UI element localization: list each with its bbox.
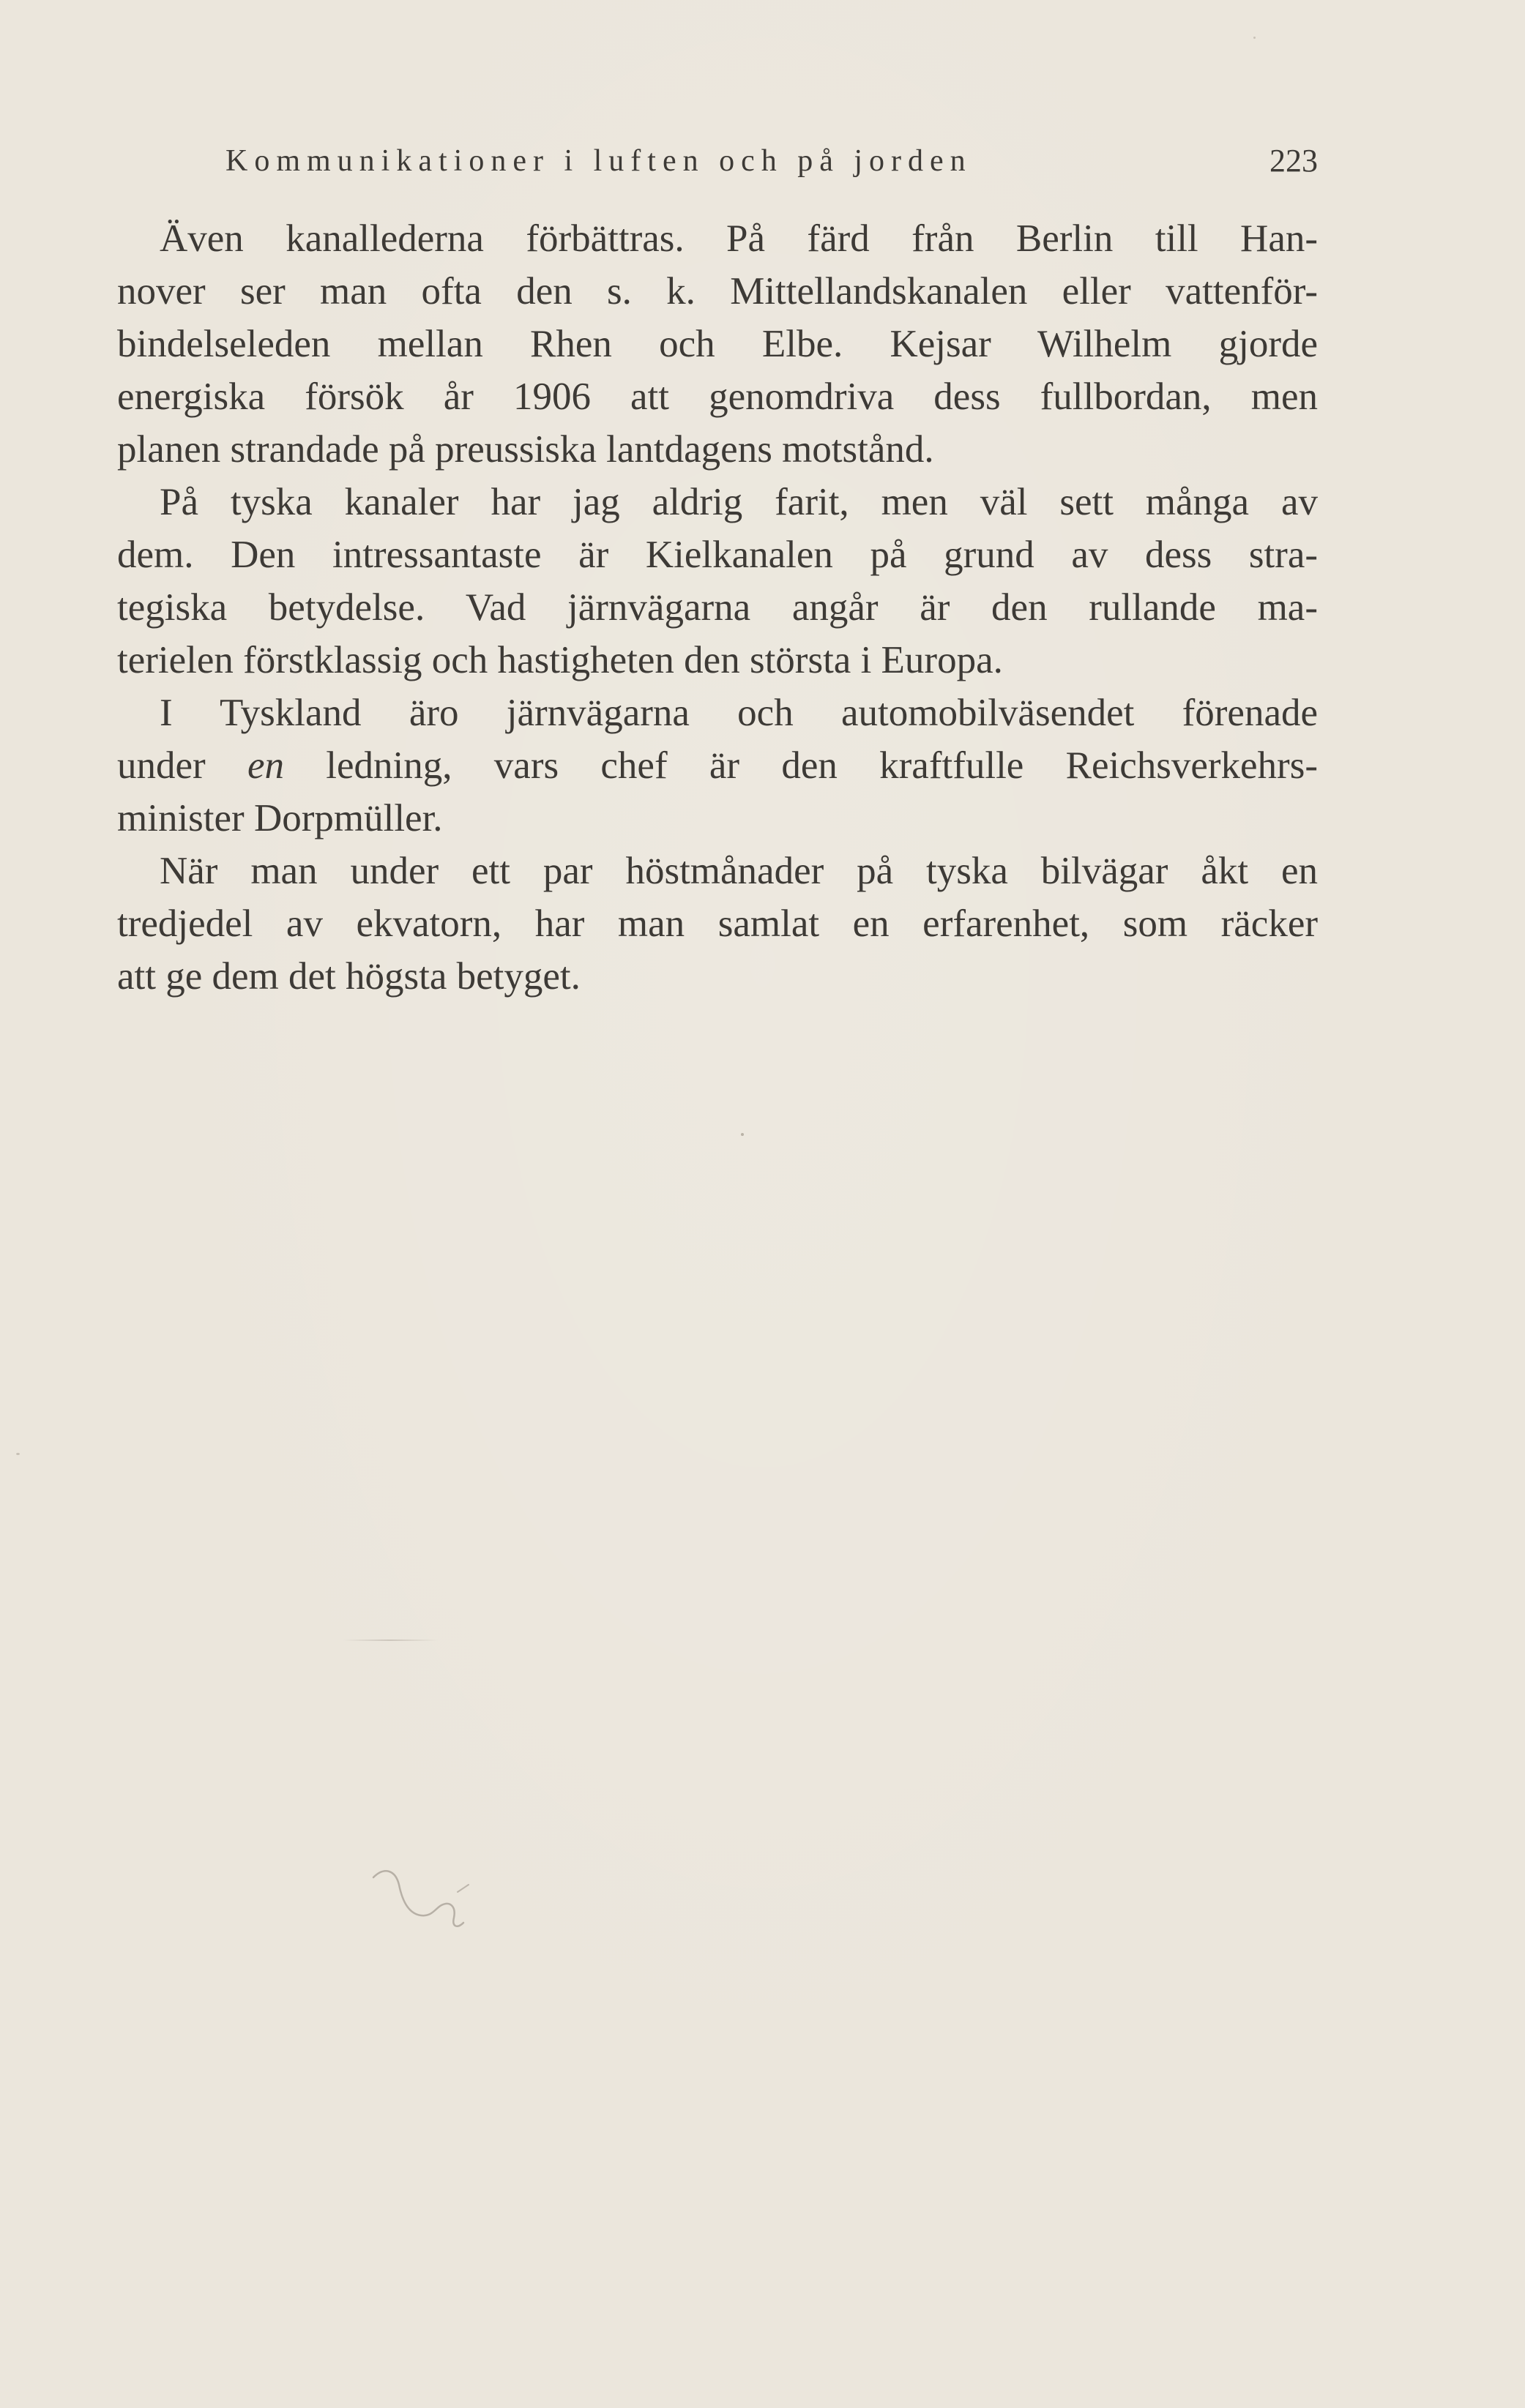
text-line: energiska försök år 1906 att genomdriva dess fullbordan, men [117, 375, 1318, 418]
page-number: 223 [1269, 143, 1318, 179]
paragraph-1 [117, 212, 1318, 476]
paragraph-4 [117, 845, 1318, 1003]
running-title: Kommunikationer i luften och på jorden [225, 144, 972, 178]
text-line: dem. Den intressantaste är Kielkanalen på grund av dess stra- [117, 534, 1318, 576]
pencil-squiggle-mark [370, 1863, 480, 1946]
italic-word: en [247, 744, 284, 787]
text-line: minister Dorpmüller. [117, 797, 443, 840]
text-line: På tyska kanaler har jag aldrig farit, men väl sett många av [160, 481, 1318, 523]
text-line-with-italic [117, 739, 1318, 792]
paper-speck [741, 1133, 744, 1136]
text-line: Även kanallederna förbättras. På färd från Berlin till Han- [160, 217, 1318, 260]
text-line: I Tyskland äro järnvägarna och automobilväsendet förenade [160, 692, 1318, 734]
text-line: tegiska betydelse. Vad järnvägarna angår är den rullande ma- [117, 586, 1318, 629]
text-line: nover ser man ofta den s. k. Mittellandskanalen eller vattenför- [117, 270, 1318, 313]
paper-speck [1253, 37, 1256, 39]
paper-smudge [343, 1639, 438, 1641]
body-text [117, 212, 1318, 1003]
text-line: planen strandade på preussiska lantdagens motstånd. [117, 428, 934, 471]
text-line: När man under ett par höstmånader på tyska bilvägar åkt en [160, 850, 1318, 892]
text-line: terielen förstklassig och hastigheten den största i Europa. [117, 639, 1003, 681]
paragraph-3 [117, 687, 1318, 845]
text-line: tredjedel av ekvatorn, har man samlat en erfarenhet, som räcker [117, 902, 1318, 945]
text-segment: ledning, vars chef är den kraftfulle Reichsverkehrs- [284, 744, 1318, 787]
paragraph-2 [117, 476, 1318, 687]
text-line: att ge dem det högsta betyget. [117, 955, 581, 998]
paper-speck [16, 1453, 20, 1455]
text-segment: under [117, 744, 247, 787]
text-line: bindelseleden mellan Rhen och Elbe. Kejsar Wilhelm gjorde [117, 323, 1318, 365]
